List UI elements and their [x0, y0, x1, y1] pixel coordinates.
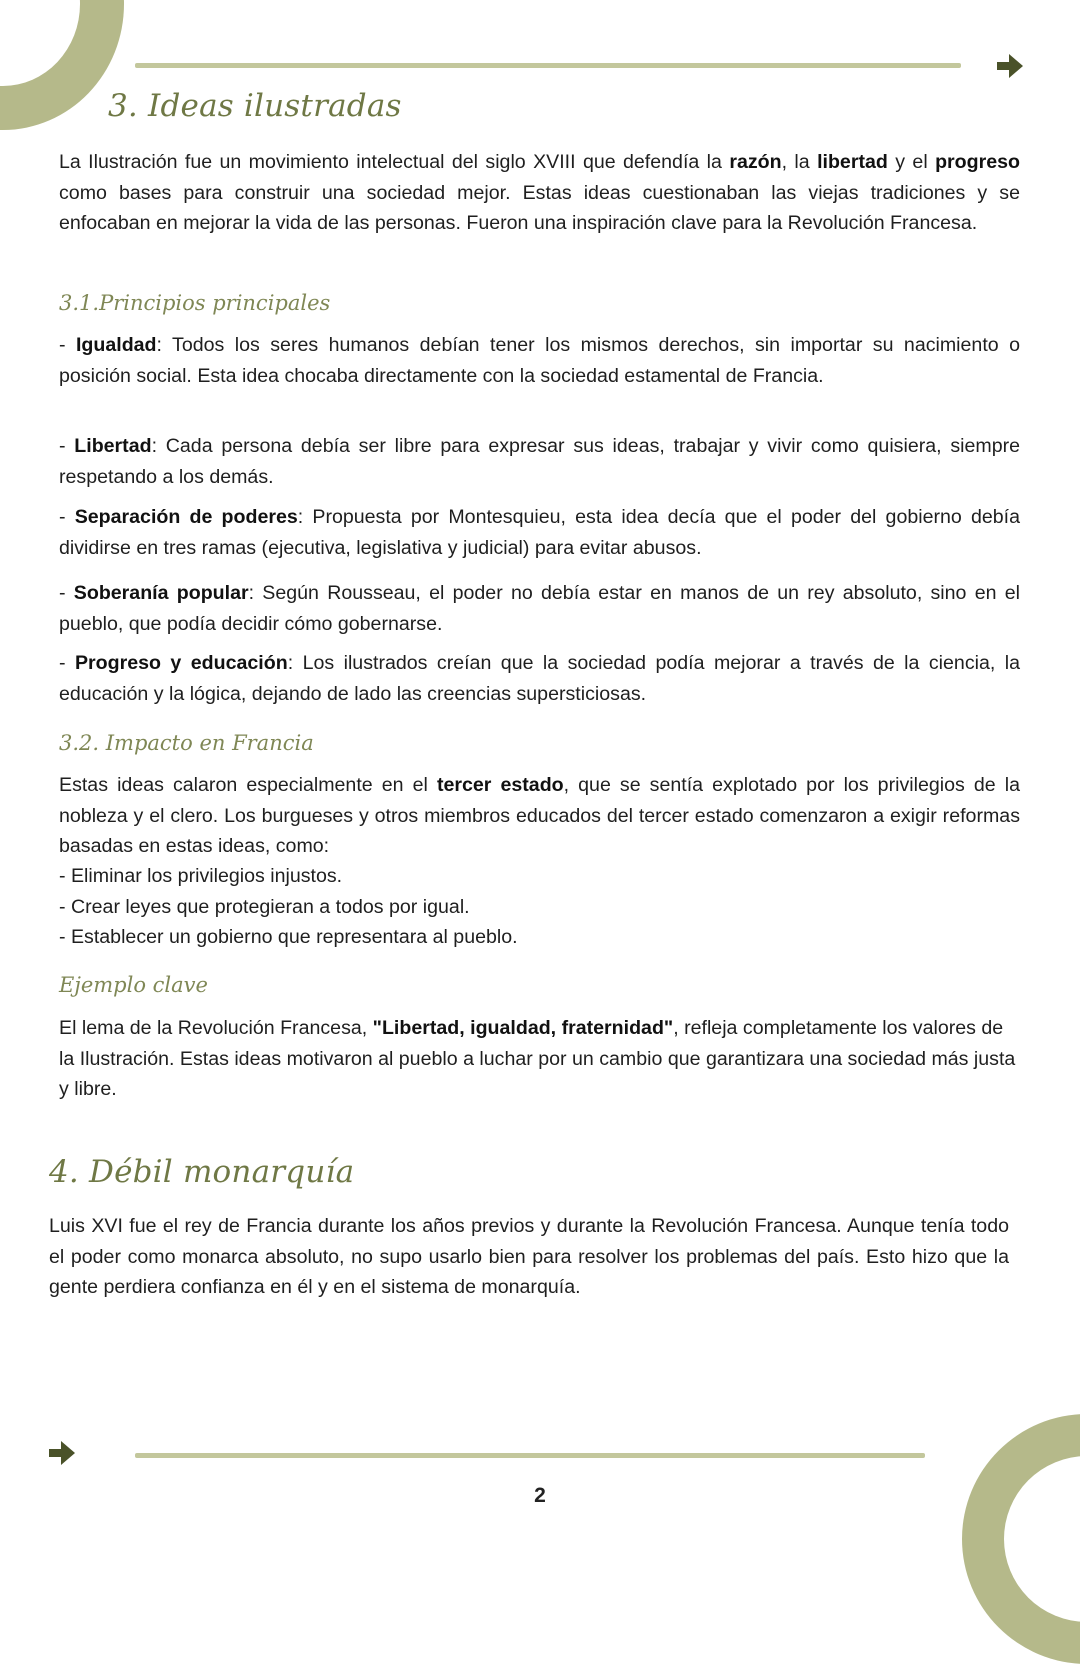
principle-text: : Según Rousseau, el poder no debía estar en manos de un rey absoluto, sino en el pueblo, que podía decidir cómo gobernarse. — [59, 582, 1020, 635]
monarchy-paragraph: Luis XVI fue el rey de Francia durante los años previos y durante la Revolución Francesa. Aunque tenía todo el poder como monarca absoluto, no supo usarlo bien para resolver los problemas del país. Esto hizo que la gente perdiera confianza en él y en el sistema de monarquía. — [49, 1215, 1009, 1298]
section-3-title: 3. Ideas ilustradas — [108, 88, 402, 124]
intro-text: como bases para construir una sociedad mejor. Estas ideas cuestionaban las viejas tradiciones y se enfocaban en mejorar la vida de las personas. Fueron una inspiración clave para la Revolución Francesa. — [59, 181, 1020, 234]
subsection-3-2-title: 3.2. Impacto en Francia — [59, 731, 314, 755]
page-number: 2 — [534, 1484, 546, 1507]
section-4-title: 4. Débil monarquía — [49, 1154, 355, 1190]
example-paragraph — [59, 1013, 1019, 1105]
impact-text: , que se sentía explotado por los privilegios de la nobleza y el clero. Los burgueses y otros miembros educados del tercer estado comenzaron a exigir reformas basadas en estas ideas, como: — [59, 774, 1020, 857]
term-razon: razón — [729, 151, 782, 173]
intro-text: La Ilustración fue un movimiento intelectual del siglo XVIII que defendía la — [59, 151, 730, 173]
subsection-3-1-title: 3.1.Principios principales — [59, 291, 331, 315]
impact-text: Estas ideas calaron especialmente en el — [59, 774, 437, 796]
principle-text: : Propuesta por Montesquieu, esta idea decía que el poder del gobierno debía dividirse en tres ramas (ejecutiva, legislativa y judicial) para evitar abusos. — [59, 506, 1021, 559]
principle-item — [59, 330, 1020, 391]
list-dash: - — [59, 334, 76, 356]
list-dash: - — [59, 435, 75, 457]
term-libertad: libertad — [817, 151, 888, 173]
term-tercer-estado: tercer estado — [436, 774, 564, 796]
intro-paragraph — [59, 147, 1020, 239]
list-dash: - — [59, 506, 75, 528]
principle-term: Soberanía popular — [73, 582, 249, 604]
principle-term: Libertad — [74, 435, 152, 457]
example-text: El lema de la Revolución Francesa, — [59, 1017, 373, 1039]
list-dash: - — [59, 652, 75, 674]
principle-item — [59, 648, 1020, 709]
motto-text: "Libertad, igualdad, fraternidad" — [372, 1017, 674, 1039]
example-title: Ejemplo clave — [59, 973, 208, 997]
corner-arc-top-left — [0, 0, 124, 130]
principle-term: Separación de poderes — [74, 506, 298, 528]
arrow-right-icon — [994, 51, 1026, 81]
list-item: - Crear leyes que protegieran a todos por igual. — [59, 895, 470, 918]
intro-text: y el — [887, 151, 936, 173]
principle-item — [59, 502, 1020, 563]
list-item: - Establecer un gobierno que representara al pueblo. — [59, 926, 518, 948]
impact-list — [59, 861, 1020, 953]
principle-term: Progreso y educación — [74, 652, 288, 674]
term-progreso: progreso — [935, 151, 1020, 173]
corner-arc-bottom-right — [962, 1414, 1080, 1664]
principle-text: : Todos los seres humanos debían tener los mismos derechos, sin importar su nacimiento o posición social. Esta idea chocaba directamente con la sociedad estamental de Francia. — [59, 334, 1021, 387]
top-divider-line — [135, 63, 961, 68]
principle-term: Igualdad — [75, 334, 157, 356]
principle-item — [59, 431, 1020, 492]
list-item: - Eliminar los privilegios injustos. — [59, 865, 343, 887]
principle-item — [59, 578, 1020, 639]
list-dash: - — [59, 582, 74, 604]
principle-text: : Cada persona debía ser libre para expresar sus ideas, trabajar y vivir como quisiera, siempre respetando a los demás. — [59, 435, 1021, 488]
example-text: , refleja completamente los valores de la Ilustración. Estas ideas motivaron al pueblo a luchar por un cambio que garantizara una sociedad más justa y libre. — [59, 1017, 1016, 1100]
intro-text: , la — [781, 151, 818, 173]
impact-paragraph — [59, 770, 1020, 862]
bottom-divider-line — [135, 1453, 925, 1458]
principle-text: : Los ilustrados creían que la sociedad podía mejorar a través de la ciencia, la educación y la lógica, dejando de lado las creencias supersticiosas. — [59, 652, 1021, 705]
arrow-right-icon — [46, 1438, 78, 1468]
